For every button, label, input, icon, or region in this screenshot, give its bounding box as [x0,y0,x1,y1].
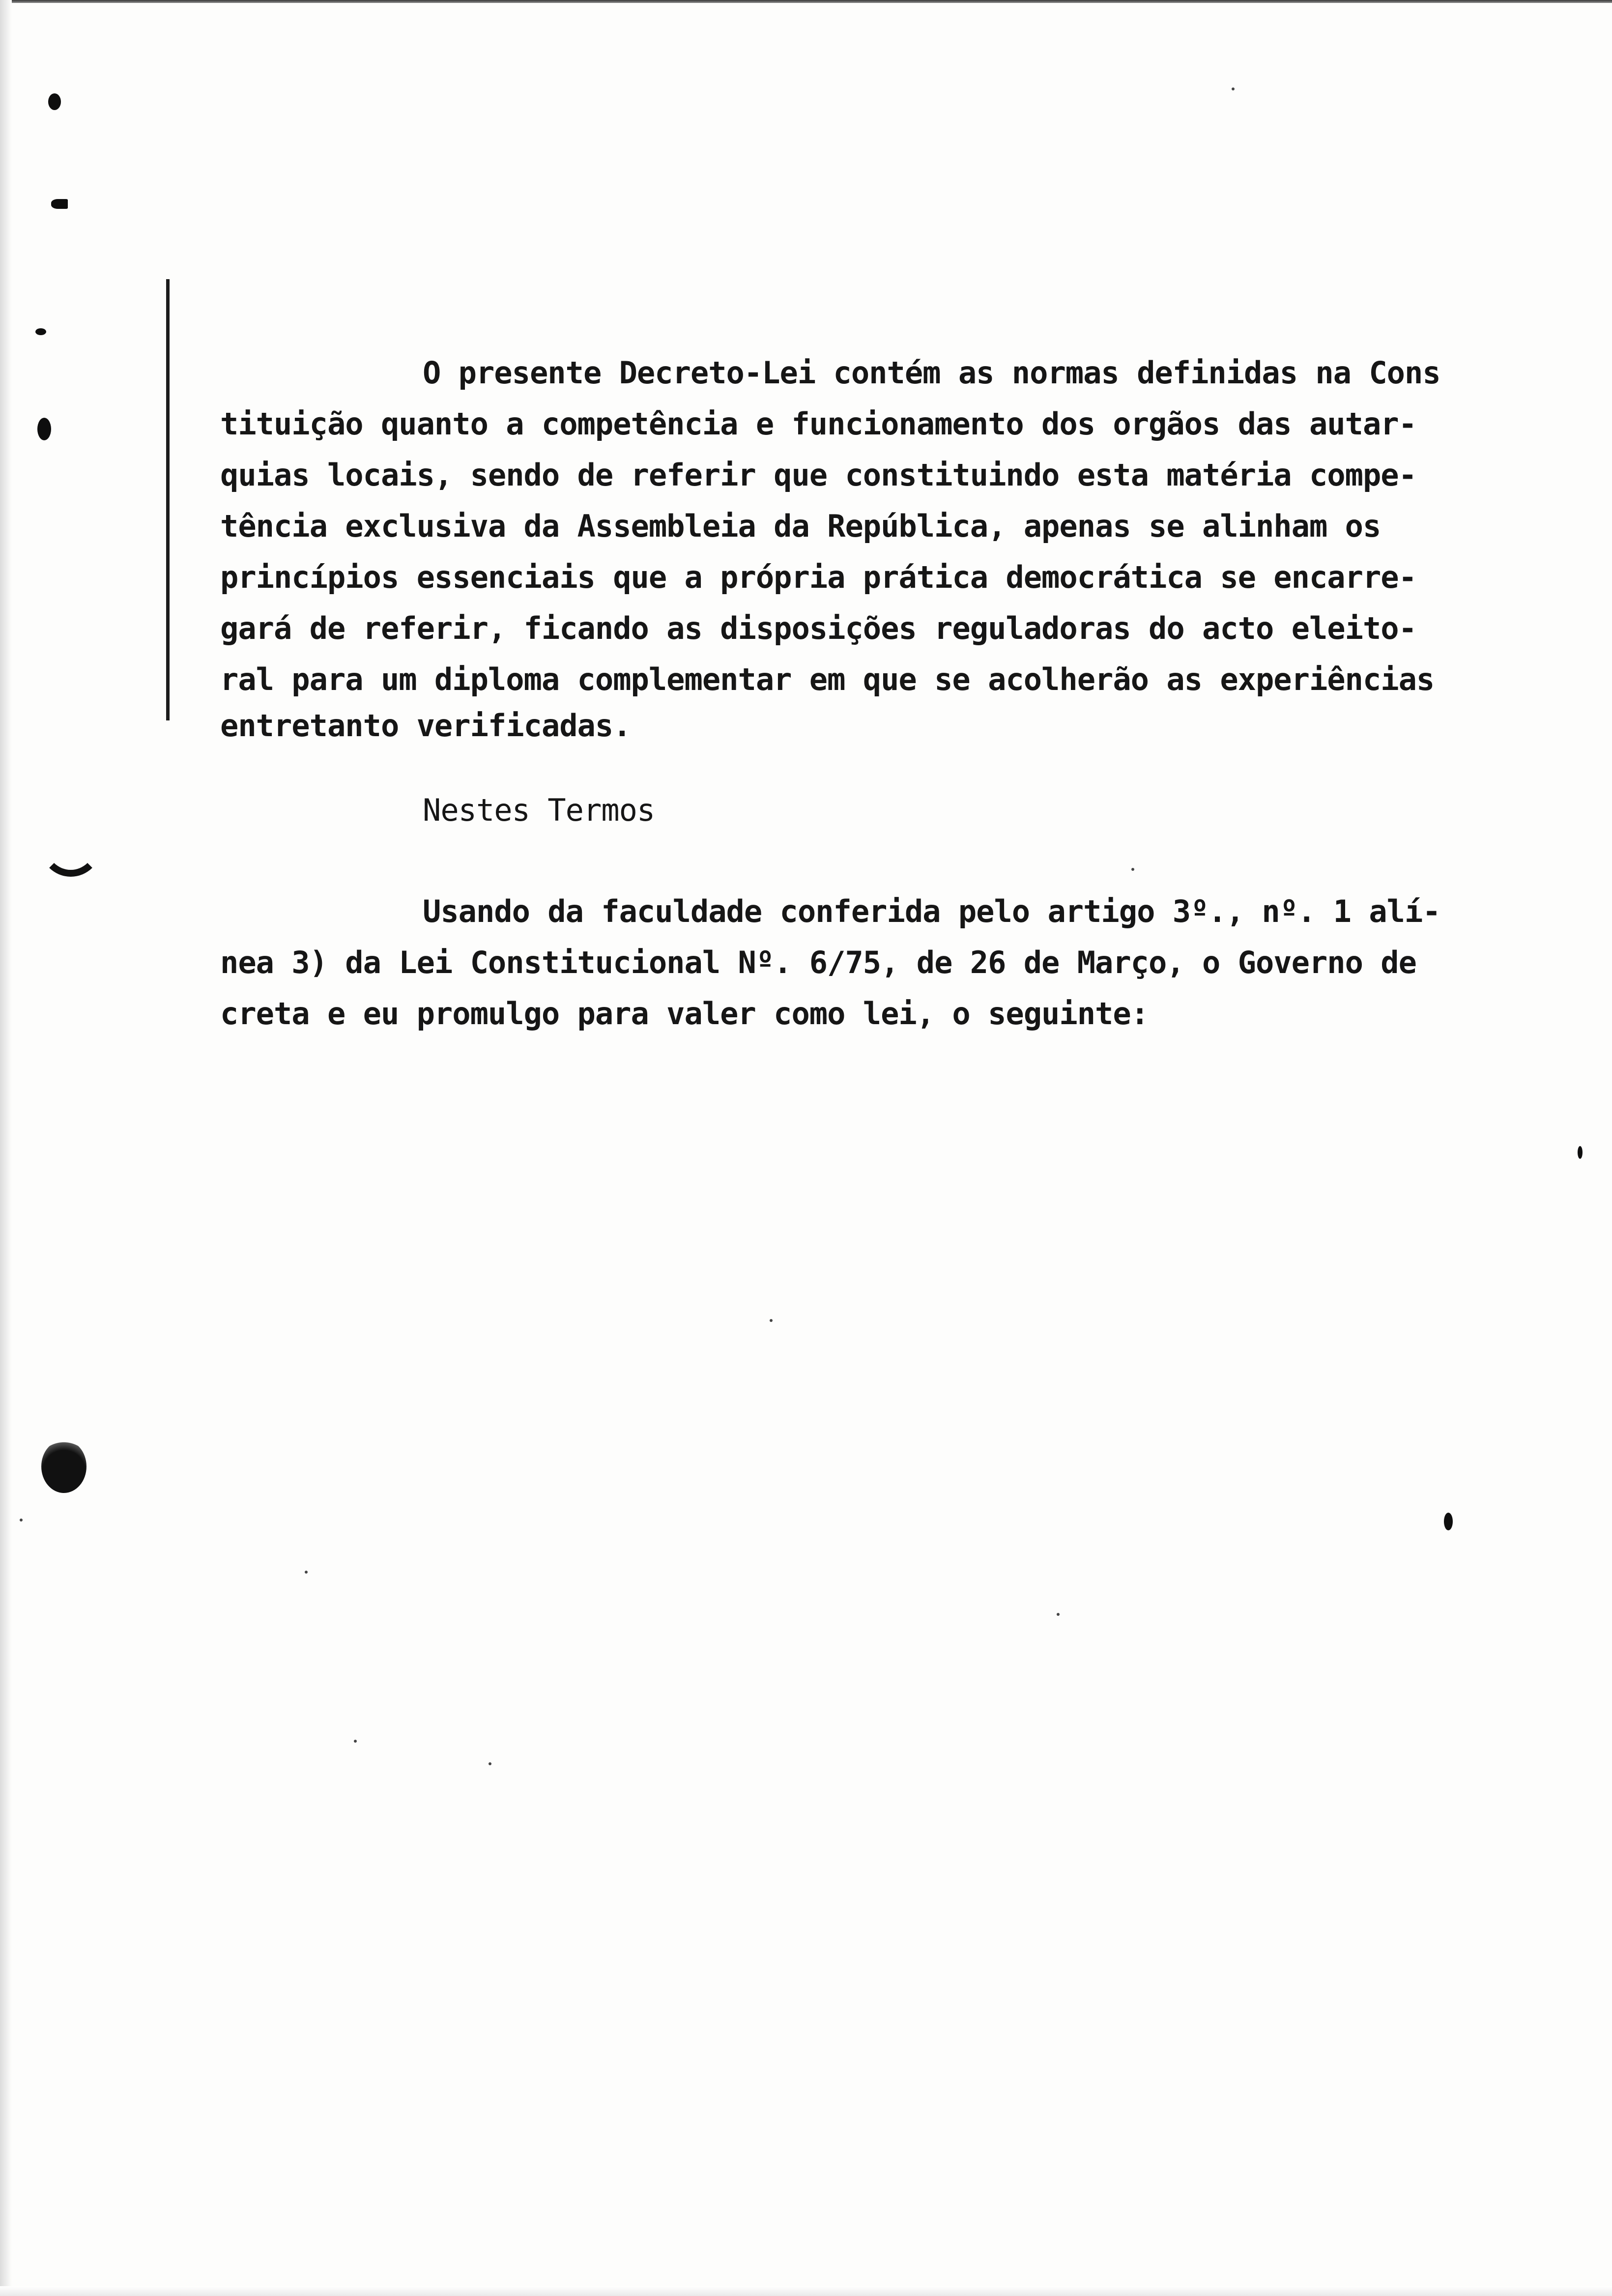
right-margin-mark-1 [1444,1513,1453,1530]
decree-line-3: creta e eu promulgo para valer como lei, o seguinte: [220,996,1149,1032]
scan-speck [489,1762,491,1765]
binding-mark-2 [51,199,68,209]
punch-hole-upper [40,816,101,877]
page-bottom-edge [0,2286,1612,2296]
scan-speck [20,1519,23,1521]
scan-speck [1131,868,1134,871]
binding-mark-4 [37,418,51,440]
paragraph-line-5: princípios essenciais que a própria prática democrática se encarre- [220,559,1416,595]
section-heading: Nestes Termos [423,792,655,828]
scan-speck [354,1740,357,1743]
paragraph-line-4: tência exclusiva da Assembleia da República, apenas se alinham os [220,508,1381,544]
paragraph-line-1: O presente Decreto-Lei contém as normas definidas na Cons [423,355,1440,391]
binding-mark-3 [35,328,46,335]
scan-speck [1232,87,1235,90]
punch-hole-lower [41,1440,86,1493]
paragraph-line-8: entretanto verificadas. [220,708,631,744]
page-top-edge [0,0,1612,3]
scan-speck [1057,1613,1060,1616]
right-margin-mark-2 [1578,1146,1583,1159]
decree-line-2: nea 3) da Lei Constitucional Nº. 6/75, de 26 de Março, o Governo de [220,945,1416,980]
scan-speck [770,1319,773,1322]
paragraph-line-7: ral para um diploma complementar em que se acolherão as experiências [220,661,1435,697]
margin-annotation-line [166,279,170,720]
page-left-shadow [0,0,12,2296]
scan-speck [305,1571,308,1574]
binding-mark-1 [48,93,61,110]
paragraph-line-3: quias locais, sendo de referir que constituindo esta matéria compe- [220,457,1416,493]
paragraph-line-2: tituição quanto a competência e funcionamento dos orgãos das autar- [220,406,1416,442]
decree-line-1: Usando da faculdade conferida pelo artigo 3º., nº. 1 alí- [423,893,1440,929]
paragraph-line-6: gará de referir, ficando as disposições reguladoras do acto eleito- [220,610,1416,646]
